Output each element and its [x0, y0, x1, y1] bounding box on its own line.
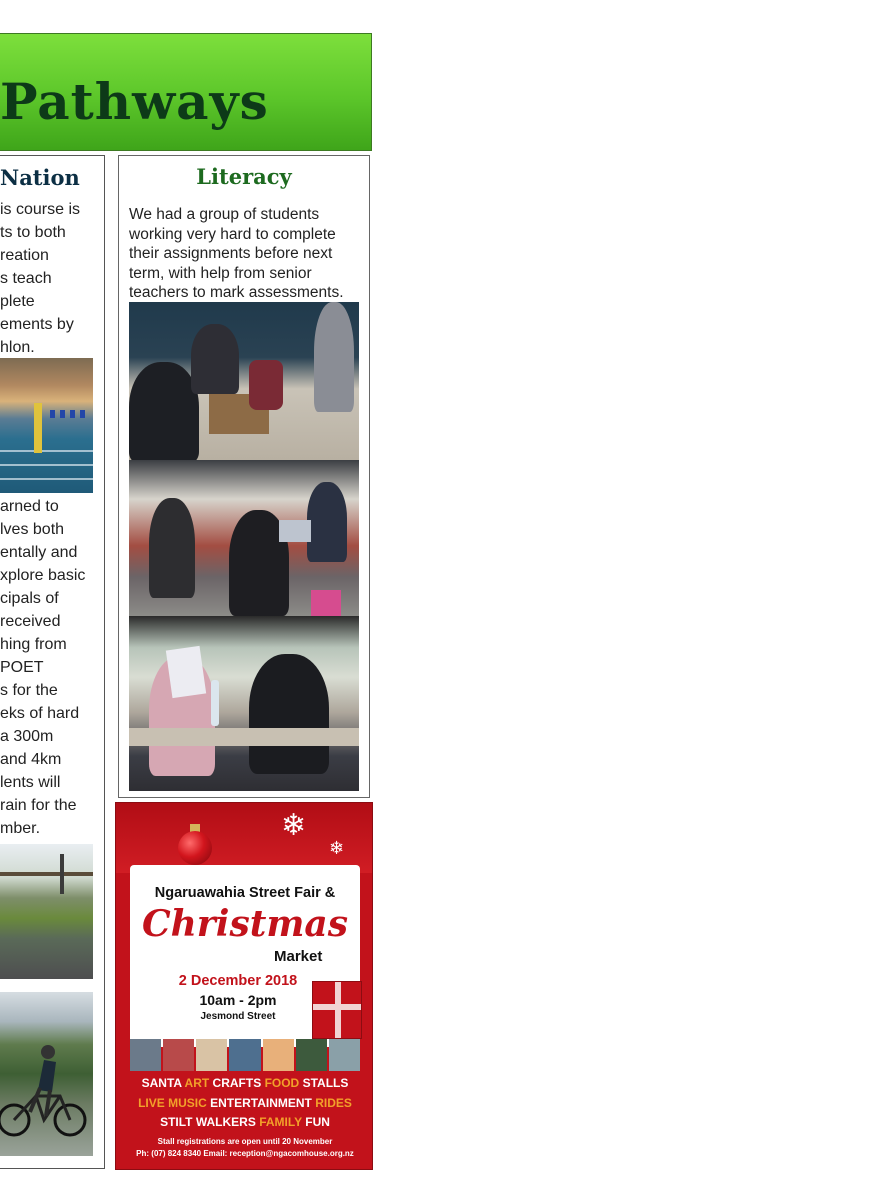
text-line: reation — [0, 247, 49, 264]
literacy-paragraph — [129, 205, 369, 303]
text-line: their assignments before next — [129, 245, 333, 263]
text-line: s for the — [0, 682, 58, 699]
text-line: s teach — [0, 270, 52, 287]
text-line: ements by — [0, 316, 74, 333]
feature-label: STILT WALKERS — [160, 1115, 256, 1129]
text-line: is course is — [0, 201, 81, 218]
poster-event-name: Ngaruawahia Street Fair & — [154, 885, 336, 901]
text-line: working very hard to complete — [129, 225, 336, 243]
banner-title: Pathways — [0, 72, 269, 131]
students-photo-1 — [129, 302, 359, 460]
students-photo-3 — [129, 616, 359, 791]
cyclist-photo — [0, 992, 93, 1156]
swimming-pool-photo — [0, 358, 93, 493]
feature-label: ENTERTAINMENT — [210, 1096, 312, 1110]
snowflake-icon: ❄ — [281, 809, 307, 842]
poster-market-label: Market — [274, 948, 323, 965]
text-line: POET — [0, 659, 44, 676]
text-line: mber. — [0, 820, 41, 837]
feature-label: FUN — [305, 1115, 330, 1129]
text-line: cipals of — [0, 590, 59, 607]
ornament-icon — [178, 831, 212, 865]
poster-location: Jesmond Street — [200, 1011, 276, 1022]
text-line: arned to — [0, 498, 59, 515]
poster-features-row-3 — [116, 1115, 373, 1129]
text-line: a 300m — [0, 728, 54, 745]
poster-registration-note: Stall registrations are open until 20 November — [157, 1137, 333, 1146]
snowflake-icon: ❄ — [329, 838, 345, 858]
text-line: and 4km — [0, 751, 62, 768]
park-photo — [0, 844, 93, 979]
literacy-title: Literacy — [196, 164, 292, 189]
text-line: lves both — [0, 521, 65, 538]
feature-label: LIVE MUSIC — [138, 1096, 207, 1110]
text-line: hing from — [0, 636, 67, 653]
students-photo-2 — [129, 460, 359, 616]
poster-photo-strip — [130, 1039, 360, 1071]
text-line: teachers to mark assessments. — [129, 284, 344, 302]
left-paragraph-2 — [0, 495, 105, 840]
poster-contact-info: Ph: (07) 824 8340 Email: reception@ngacomhouse.org.nz — [136, 1149, 354, 1158]
poster-features-row-2 — [116, 1096, 373, 1110]
left-heading: Nation — [0, 165, 80, 190]
left-column-article — [0, 155, 105, 1169]
poster-features-row-1 — [116, 1076, 373, 1090]
pathways-banner — [0, 33, 372, 151]
feature-label: RIDES — [315, 1096, 352, 1110]
text-line: rain for the — [0, 797, 77, 814]
text-line: term, with help from senior — [129, 264, 312, 282]
feature-label: SANTA — [141, 1076, 182, 1090]
poster-christmas-title: Christmas — [141, 903, 349, 945]
text-line: hlon. — [0, 339, 35, 356]
feature-label: ART — [184, 1076, 210, 1090]
feature-label: FAMILY — [259, 1115, 302, 1129]
feature-label: CRAFTS — [212, 1076, 262, 1090]
cyclist-figure — [0, 992, 93, 1156]
feature-label: FOOD — [264, 1076, 300, 1090]
gift-icon — [312, 981, 362, 1039]
text-line: We had a group of students — [129, 206, 320, 223]
left-paragraph-1 — [0, 198, 105, 359]
text-line: ts to both — [0, 224, 66, 241]
text-line: xplore basic — [0, 567, 86, 584]
text-line: plete — [0, 293, 35, 310]
poster-time: 10am - 2pm — [199, 992, 277, 1008]
text-line: entally and — [0, 544, 78, 561]
text-line: lents will — [0, 774, 61, 791]
text-line: received — [0, 613, 61, 630]
text-line: eks of hard — [0, 705, 80, 722]
literacy-article — [118, 155, 370, 798]
feature-label: STALLS — [302, 1076, 349, 1090]
christmas-market-poster — [115, 802, 373, 1170]
poster-date: 2 December 2018 — [178, 973, 298, 989]
